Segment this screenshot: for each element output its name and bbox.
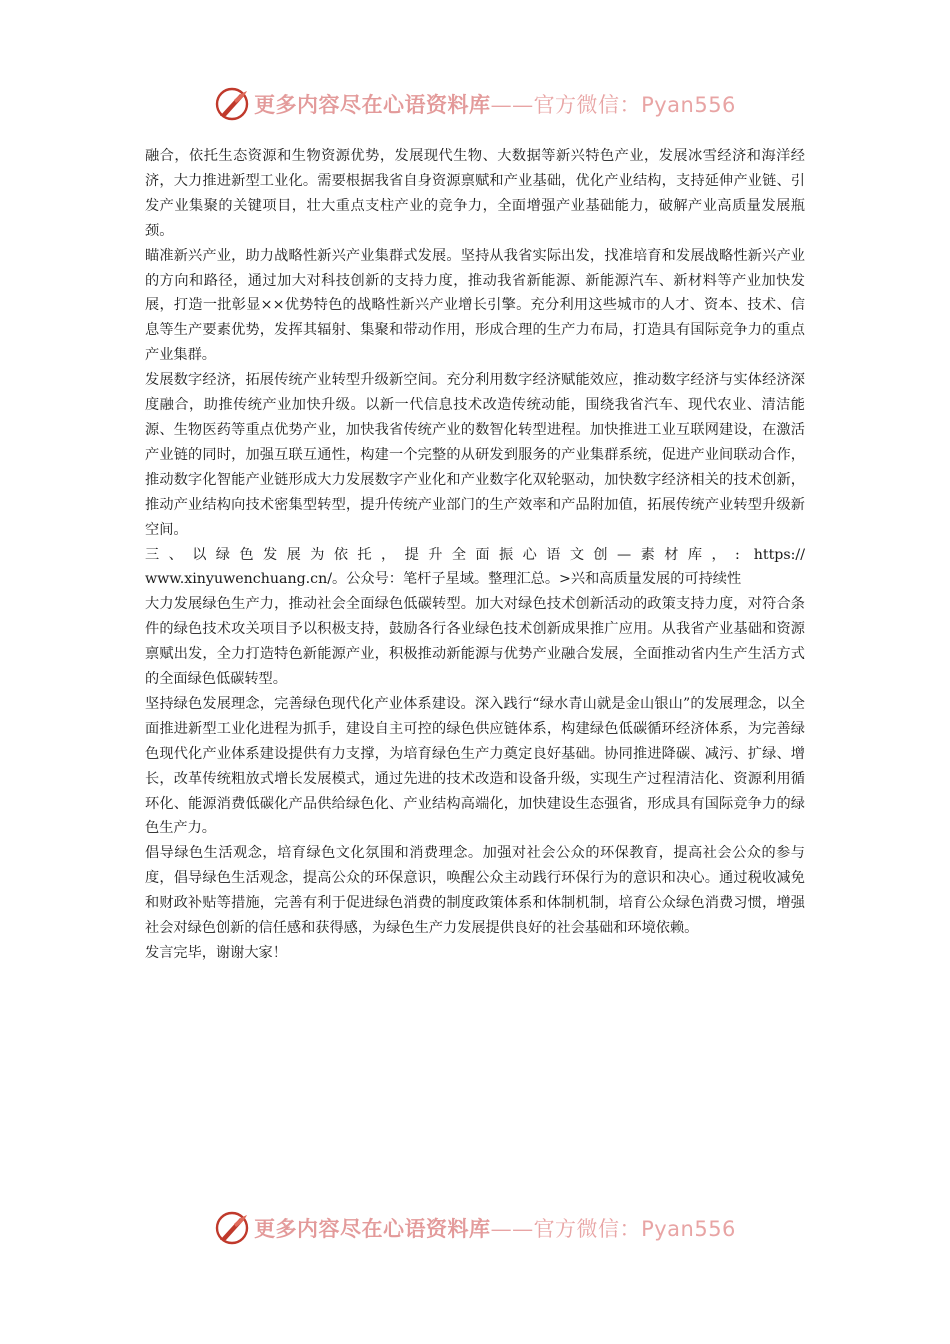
watermark-dash: ——	[490, 93, 534, 117]
paragraph: 倡导绿色生活观念，培育绿色文化氛围和消费理念。加强对社会公众的环保教育，提高社会公众的参与度，倡导绿色生活观念，提高公众的环保意识，唤醒公众主动践行环保行为的意识和决心。通过税收减免和财政补贴等措施，完善有利于促进绿色消费的制度政策体系和体制机制，培育公众绿色消费习惯，增强社会对绿色创新的信任感和获得感，为绿色生产力发展提供良好的社会基础和环境依赖。	[145, 845, 805, 937]
watermark-label: 官方微信：	[533, 1217, 642, 1241]
paragraph: 大力发展绿色生产力，推动社会全面绿色低碳转型。加大对绿色技术创新活动的政策支持力度，对符合条件的绿色技术攻关项目予以积极支持，鼓励各行各业绿色技术创新成果推广应用。从我省产业基础和资源禀赋出发，全力打造特色新能源产业，积极推动新能源与优势产业融合发展，全面推动省内生产生活方式的全面绿色低碳转型。	[145, 596, 805, 688]
watermark-wechat-id: Pyan556	[641, 93, 736, 117]
watermark-dash: ——	[490, 1217, 534, 1241]
watermark-label: 官方微信：	[533, 93, 642, 117]
paragraph: 融合，依托生态资源和生物资源优势，发展现代生物、大数据等新兴特色产业，发展冰雪经济和海洋经济，大力推进新型工业化。需要根据我省自身资源禀赋和产业基础，优化产业结构，支持延伸产业链、引发产业集聚的关键项目，壮大重点支柱产业的竞争力，全面增强产业基础能力，破解产业高质量发展瓶颈。	[145, 148, 805, 239]
watermark-text	[254, 1213, 736, 1243]
paragraph: 瞄准新兴产业，助力战略性新兴产业集群式发展。坚持从我省实际出发，找准培育和发展战略性新兴产业的方向和路径，通过加大对科技创新的支持力度，推动我省新能源、新能源汽车、新材料等产业加快发展，打造一批彰显××优势特色的战略性新兴产业增长引擎。充分利用这些城市的人才、资本、技术、信息等生产要素优势，发挥其辐射、集聚和带动作用，形成合理的生产力布局，打造具有国际竞争力的重点产业集群。	[145, 247, 805, 364]
document-body	[145, 144, 805, 966]
closing-line: 发言完毕，谢谢大家！	[145, 945, 287, 961]
paragraph: 发展数字经济，拓展传统产业转型升级新空间。充分利用数字经济赋能效应，推动数字经济与实体经济深度融合，助推传统产业加快升级。以新一代信息技术改造传统动能，围绕我省汽车、现代农业、清洁能源、生物医药等重点优势产业，加快我省传统产业的数智化转型进程。加快推进工业互联网建设，在激活产业链的同时，加强互联互通性，构建一个完整的从研发到服务的产业集群系统，促进产业间联动合作，推动数字化智能产业链形成大力发展数字产业化和产业数字化双轮驱动，加快数字经济相关的技术创新，推动产业结构向技术密集型转型，提升传统产业部门的生产效率和产品附加值，拓展传统产业转型升级新空间。	[145, 372, 805, 538]
watermark-site: 更多内容尽在心语资料库	[254, 92, 491, 117]
quill-logo-icon	[214, 86, 250, 122]
section-heading: 三、以绿色发展为依托，提升全面振心语文创—素材库，: https://	[145, 546, 805, 563]
paragraph: 坚持绿色发展理念，完善绿色现代化产业体系建设。深入践行“绿水青山就是金山银山”的发展理念，以全面推进新型工业化进程为抓手，建设自主可控的绿色供应链体系，构建绿色低碳循环经济体系，为完善绿色现代化产业体系建设提供有力支撑，为培育绿色生产力奠定良好基础。协同推进降碳、减污、扩绿、增长，改革传统粗放式增长发展模式，通过先进的技术改造和设备升级，实现生产过程清洁化、资源利用循环化、能源消费低碳化产品供给绿色化、产业结构高端化，加快建设生态强省，形成具有国际竞争力的绿色生产力。	[145, 695, 805, 837]
watermark-wechat-id: Pyan556	[641, 1217, 736, 1241]
watermark-banner-top	[0, 84, 950, 124]
watermark-banner-bottom	[0, 1208, 950, 1248]
watermark-text	[254, 89, 736, 119]
quill-logo-icon	[214, 1210, 250, 1246]
paragraph: www.xinyuwenchuang.cn/。公众号：笔杆子星域。整理汇总。>兴和高质量发展的可持续性	[145, 571, 742, 588]
watermark-site: 更多内容尽在心语资料库	[254, 1216, 491, 1241]
